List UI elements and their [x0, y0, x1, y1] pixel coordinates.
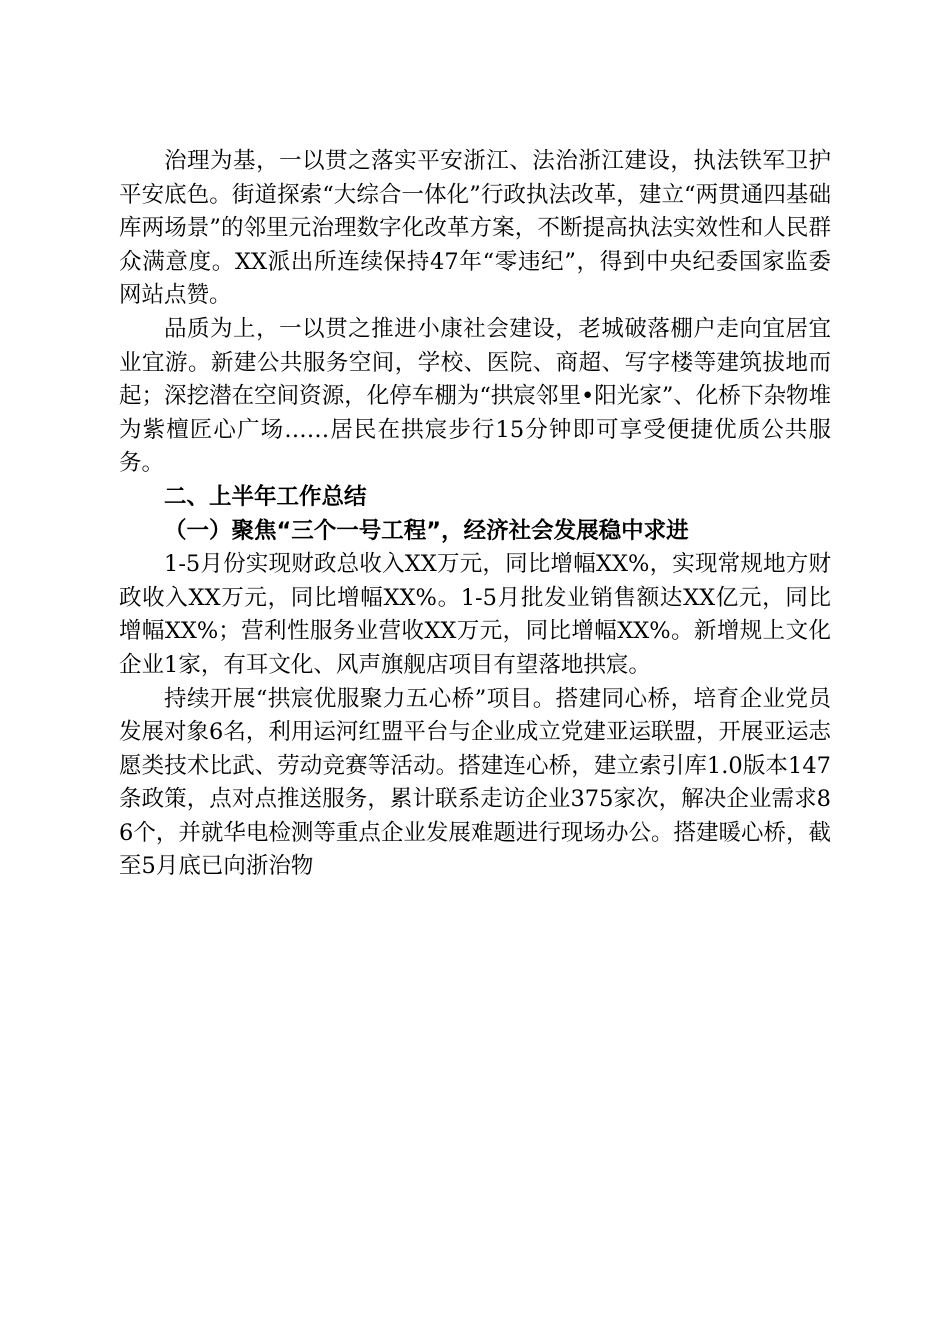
document-page	[119, 145, 831, 884]
paragraph-finance: 1-5月份实现财政总收入XX万元，同比增幅XX%，实现常规地方财政收入XX万元，同比增幅XX%。1-5月批发业销售额达XX亿元，同比增幅XX%；营利性服务业营收XX万元，同比增幅XX%。新增规上文化企业1家，有耳文化、风声旗舰店项目有望落地拱宸。	[119, 551, 831, 678]
paragraph-five-bridges: 持续开展“拱宸优服聚力五心桥”项目。搭建同心桥，培育企业党员发展对象6名，利用运河红盟平台与企业成立党建亚运联盟，开展亚运志愿类技术比武、劳动竞赛等活动。搭建连心桥，建立索引库1.0版本147条政策，点对点推送服务，累计联系走访企业375家次，解决企业需求86个，并就华电检测等重点企业发展难题进行现场办公。搭建暖心桥，截至5月底已向浙治物	[119, 685, 831, 880]
section-heading: 二、上半年工作总结	[164, 483, 367, 510]
paragraph-quality: 品质为上，一以贯之推进小康社会建设，老城破落棚户走向宜居宜业宜游。新建公共服务空间，学校、医院、商超、写字楼等建筑拔地而起；深挖潜在空间资源，化停车棚为“拱宸邻里•阳光家”、化桥下杂物堆为紫檀匠心广场……居民在拱宸步行15分钟即可享受便捷优质公共服务。	[119, 315, 831, 477]
paragraph-governance: 治理为基，一以贯之落实平安浙江、法治浙江建设，执法铁军卫护平安底色。街道探索“大综合一体化”行政执法改革，建立“两贯通四基础库两场景”的邻里元治理数字化改革方案，不断提高执法实效性和人民群众满意度。XX派出所连续保持47年“零违纪”，得到中央纪委国家监委网站点赞。	[119, 148, 831, 309]
subsection-heading: （一）聚焦“三个一号工程”，经济社会发展稳中求进	[164, 517, 689, 544]
